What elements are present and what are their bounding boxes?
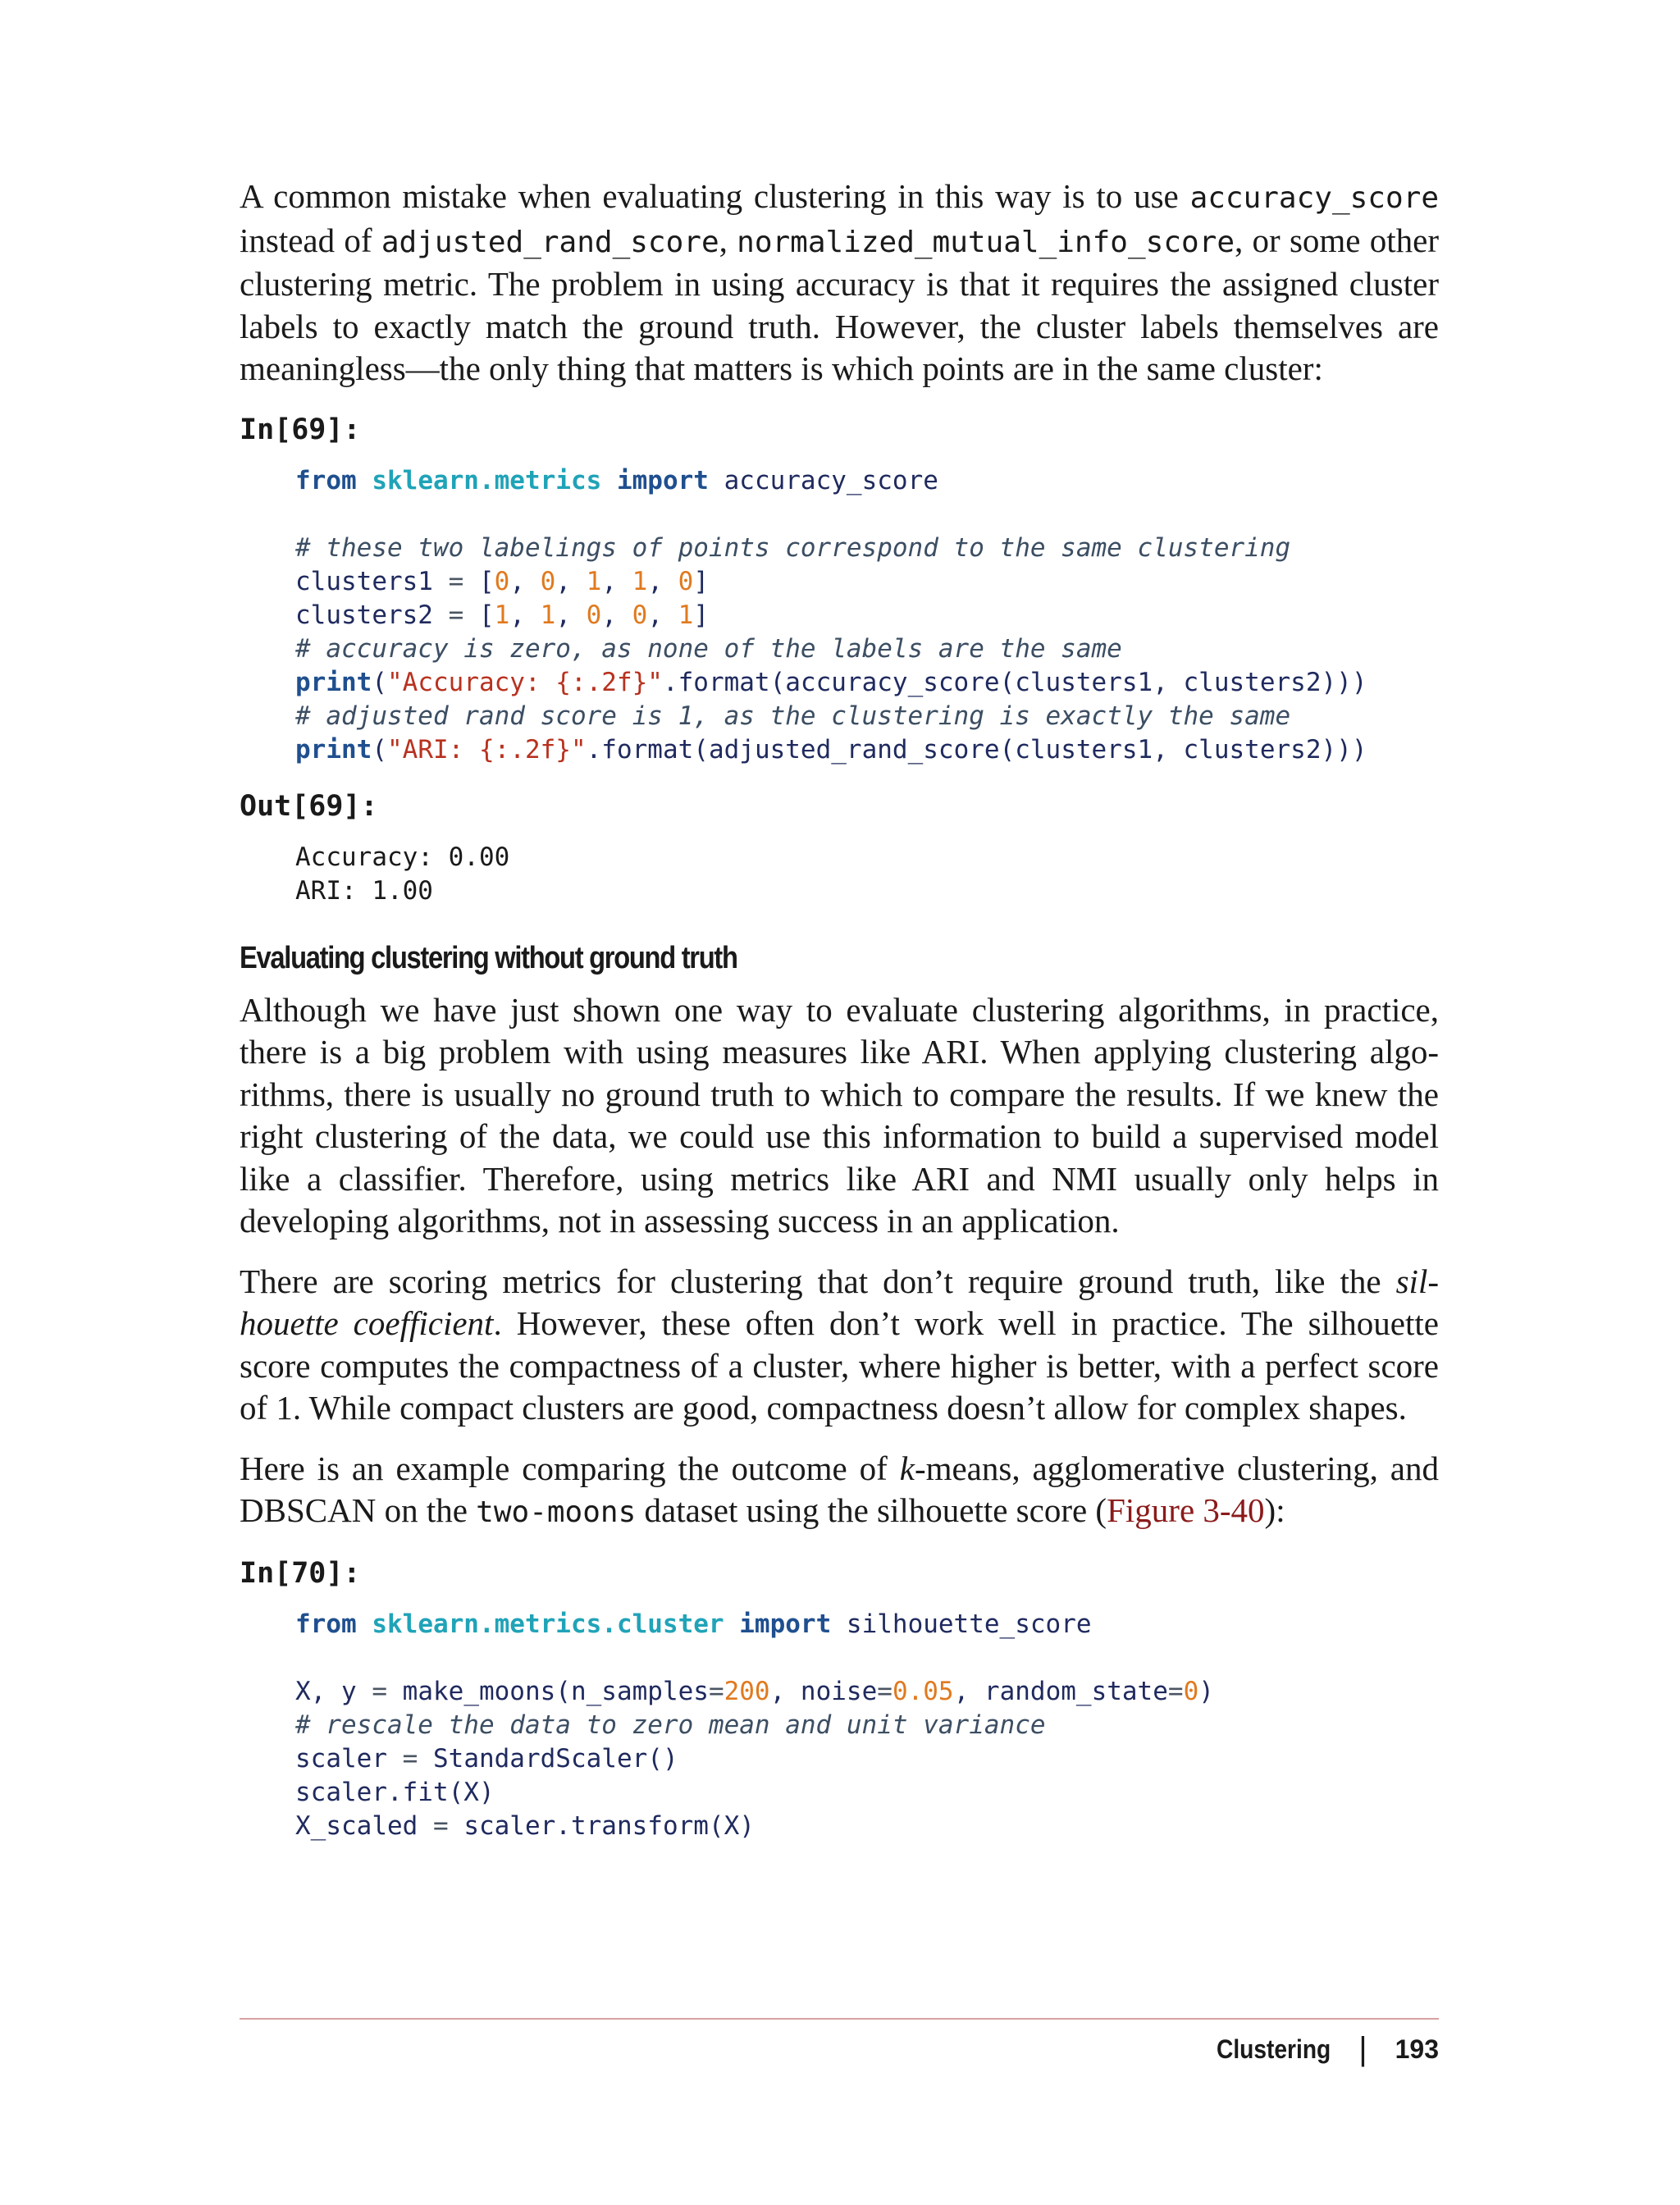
paragraph-example — [240, 1448, 1439, 1534]
text: . However, these often don’t work well in practice. The silhouette score computes the compactness of a cluster, where higher is better, with a perfect score of 1. While compact clusters are good, compactness doesn’t allow for complex shapes. — [240, 1304, 1439, 1427]
text: There are scoring metrics for clustering that don’t require ground truth, like the — [240, 1262, 1396, 1300]
text: Here is an example comparing the outcome of — [240, 1449, 900, 1487]
footer-separator: | — [1358, 2031, 1367, 2067]
text: -means, agglomerative clustering, and DBSCAN on the — [240, 1449, 1439, 1529]
paragraph-silhouette — [240, 1261, 1439, 1430]
footer-divider — [240, 2018, 1439, 2020]
input-cell-label: In[70]: — [240, 1556, 361, 1590]
text: ): — [1264, 1491, 1285, 1529]
page-body — [240, 176, 1439, 1843]
paragraph-accuracy-mistake — [240, 176, 1439, 390]
inline-code-two-moons: two-moons — [476, 1495, 637, 1529]
emphasis-k: k — [899, 1449, 915, 1487]
code-block-70: from sklearn.metrics.cluster import silhouette_score X, y = make_moons(n_samples=200, noise=0.05, random_state=0) # rescale the data to zero mean and unit variance scaler = StandardScaler() scaler.fit(X) X_scaled = scaler.transform(X) — [295, 1609, 1214, 1841]
code-block-69: from sklearn.metrics import accuracy_score # these two labelings of points correspond to the same clustering clusters1 = [0, 0, 1, 1, 0] clusters2 = [1, 1, 0, 0, 1] # accuracy is zero, as none of the labels are the same print("Accuracy: {:.2f}".format(accuracy_score(clusters1, clusters2))) # adjusted rand score is 1, as the clustering is exactly the same print("ARI: {:.2f}".format(adjusted_rand_score(clusters1, clusters2))) — [295, 465, 1367, 765]
page-number: 193 — [1395, 2034, 1439, 2064]
output-cell-label: Out[69]: — [240, 789, 378, 823]
text: , — [719, 221, 737, 259]
section-heading: Evaluating clustering without ground truth — [240, 940, 737, 975]
input-cell-label: In[69]: — [240, 413, 361, 446]
text: dataset using the silhouette score ( — [636, 1491, 1107, 1529]
page-footer — [1201, 2031, 1439, 2068]
emphasis-silhouette-coefficient: silhouette coefficient — [240, 1262, 1439, 1342]
inline-code-accuracy-score: accuracy_score — [1189, 181, 1439, 215]
output-block-69 — [295, 841, 1439, 908]
output-line: ARI: 1.00 — [295, 875, 433, 906]
inline-code-adjusted-rand-score: adjusted_rand_score — [381, 225, 719, 259]
footer-section-title: Clustering — [1216, 2034, 1331, 2064]
output-line: Accuracy: 0.00 — [295, 842, 510, 872]
text: , or some other clustering metric. The problem in using accuracy is that it requires the assigned cluster labels to exactly match the ground truth. However, the cluster labels themselves are meaningless—the only thing that matters is which points are in the same cluster: — [240, 221, 1439, 387]
paragraph-ground-truth-problem: Although we have just shown one way to evaluate clustering algorithms, in practice, there is a big problem with using measures like ARI. When applying clustering algorithms, there is usually no ground truth to which to compare the results. If we knew the right clustering of the data, we could use this information to build a supervised model like a classifier. Therefore, using metrics like ARI and NMI usually only helps in developing algorithms, not in assessing success in an application. — [240, 990, 1439, 1239]
text: A common mistake when evaluating clustering in this way is to use — [240, 177, 1190, 215]
inline-code-nmi-score: normalized_mutual_info_score — [737, 225, 1235, 259]
text: instead of — [240, 221, 381, 259]
figure-link[interactable]: Figure 3-40 — [1107, 1491, 1265, 1529]
